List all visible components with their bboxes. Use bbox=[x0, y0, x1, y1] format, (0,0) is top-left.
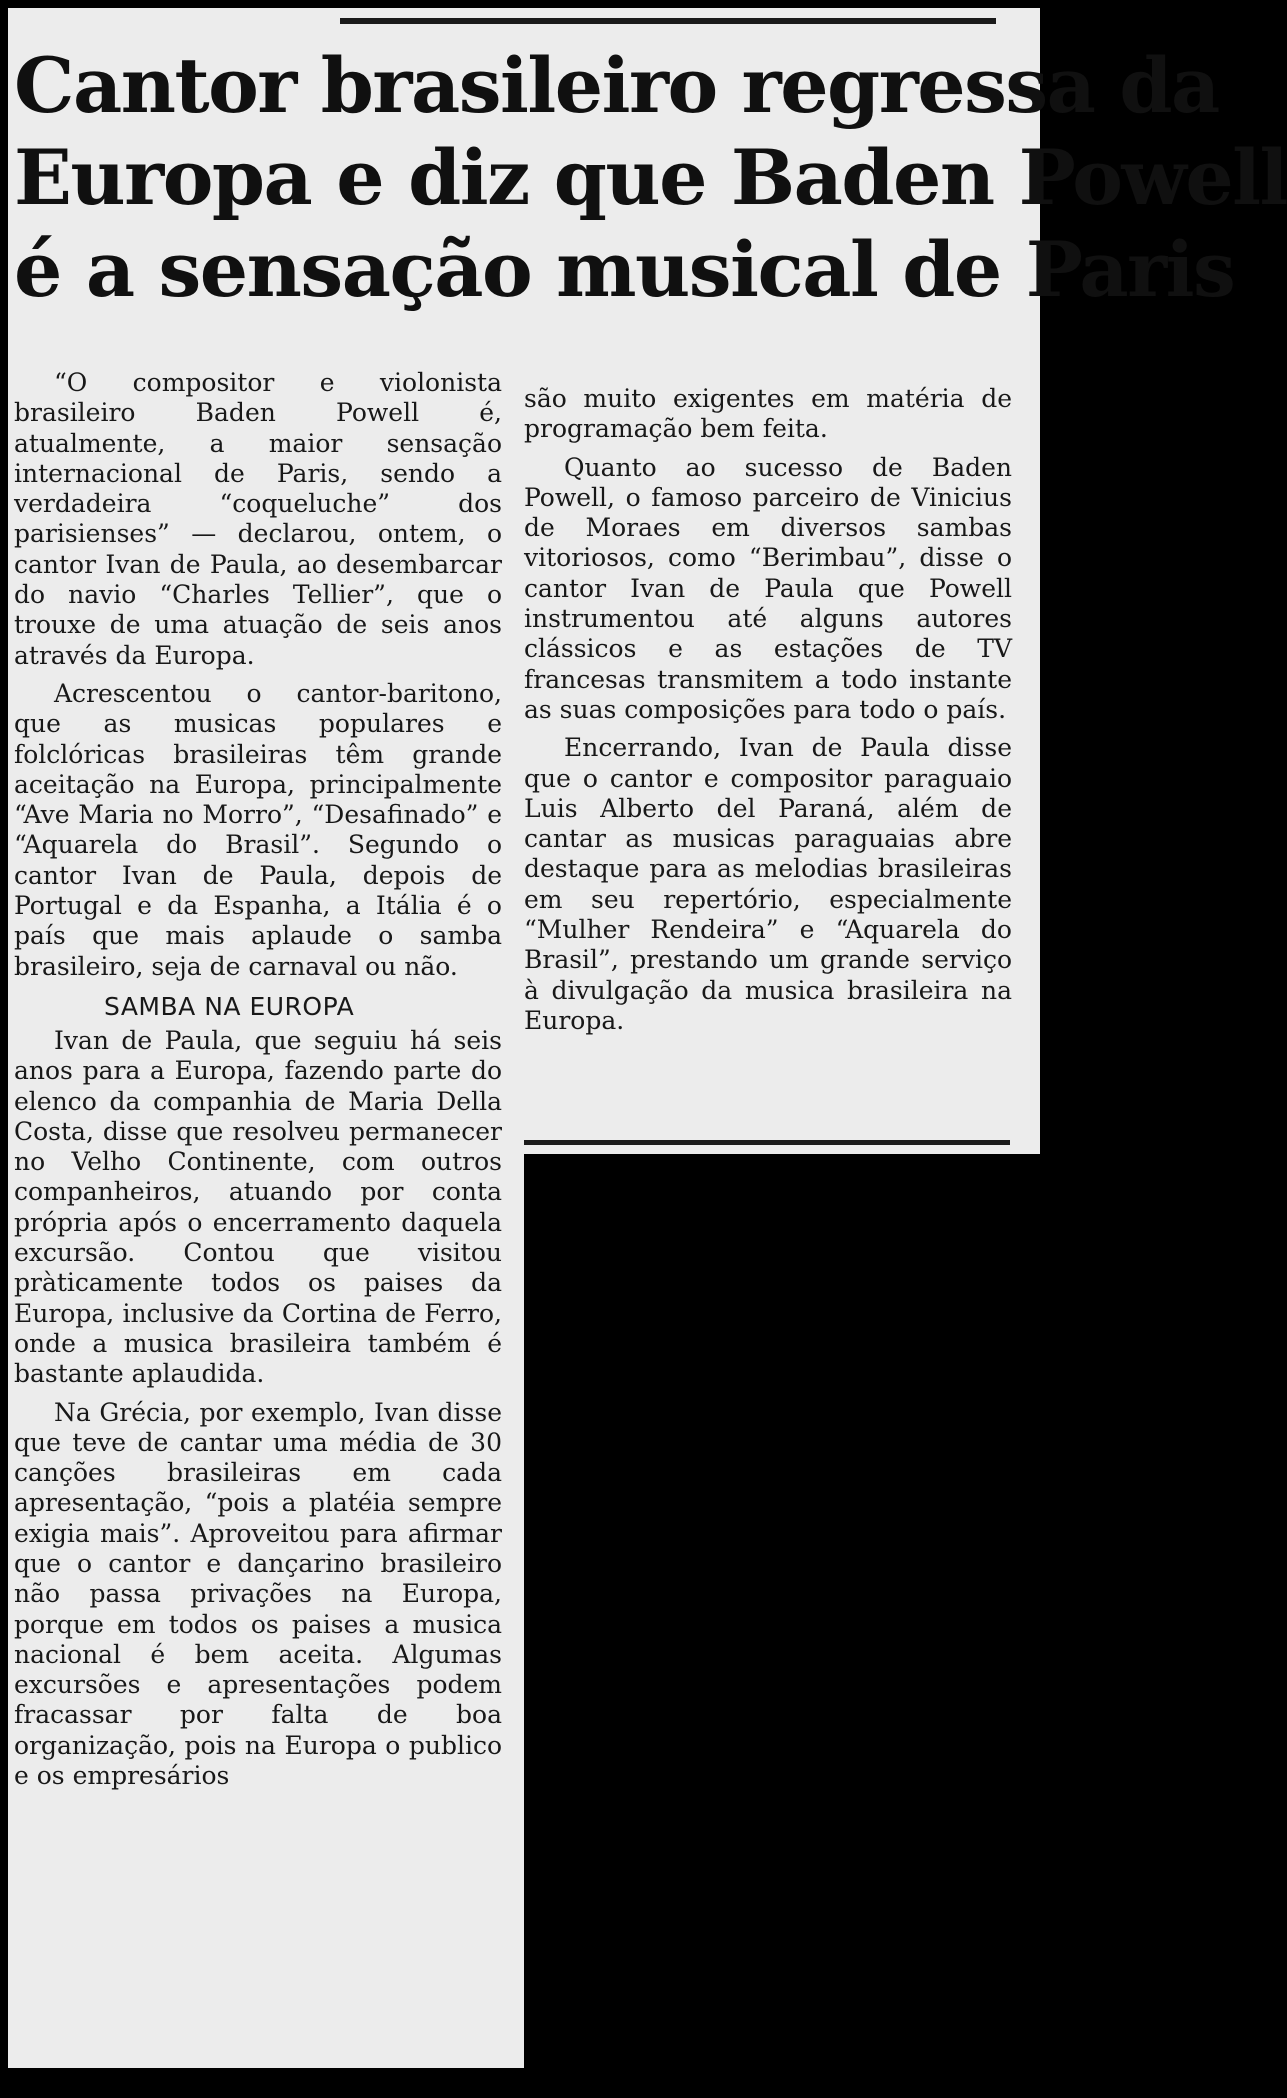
article-headline bbox=[14, 40, 1287, 316]
section-subhead: SAMBA NA EUROPA bbox=[104, 991, 355, 1021]
paragraph-left-1: “O compositor e violonista brasileiro Baden Powell é, atualmente, a maior sensação internacional de Paris, sendo a verdadeira “coqueluche” dos parisienses” — declarou, ontem, o cantor Ivan de Paula, ao desembarcar do navio “Charles Tellier”, que o trouxe de uma atuação de seis anos através da Europa. bbox=[14, 368, 502, 670]
paragraph-left-3: Ivan de Paula, que seguiu há seis anos para a Europa, fazendo parte do elenco da companhia de Maria Della Costa, disse que resolveu permanecer no Velho Continente, com outros companheiros, atuando por conta própria após o encerramento daquela excursão. Contou que visitou pràticamente todos os paises da Europa, inclusive da Cortina de Ferro, onde a musica brasileira também é bastante aplaudida. bbox=[14, 1025, 502, 1389]
article-column-left bbox=[14, 368, 502, 1799]
headline-line-1: Cantor brasileiro regressa da bbox=[14, 41, 1219, 130]
paragraph-right-1: são muito exigentes em matéria de programação bem feita. bbox=[524, 384, 1012, 444]
column-end-rule bbox=[524, 1140, 1010, 1145]
headline-line-3: é a sensação musical de Paris bbox=[14, 225, 1235, 314]
top-rule-divider bbox=[340, 18, 996, 24]
paragraph-right-3: Encerrando, Ivan de Paula disse que o cantor e compositor paraguaio Luis Alberto del Paraná, além de cantar as musicas paraguaias abre destaque para as melodias brasileiras em seu repertório, especialmente “Mulher Rendeira” e “Aquarela do Brasil”, prestando um grande serviço à divulgação da musica brasileira na Europa. bbox=[524, 733, 1012, 1035]
headline-line-2: Europa e diz que Baden Powell bbox=[14, 133, 1287, 222]
paragraph-left-2: Acrescentou o cantor-baritono, que as musicas populares e folclóricas brasileiras têm grande aceitação na Europa, principalmente “Ave Maria no Morro”, “Desafinado” e “Aquarela do Brasil”. Segundo o cantor Ivan de Paula, depois de Portugal e da Espanha, a Itália é o país que mais aplaude o samba brasileiro, seja de carnaval ou não. bbox=[14, 678, 502, 981]
paragraph-right-2: Quanto ao sucesso de Baden Powell, o famoso parceiro de Vinicius de Moraes em diversos sambas vitoriosos, como “Berimbau”, disse o cantor Ivan de Paula que Powell instrumentou até alguns autores clássicos e as estações de TV francesas transmitem a todo instante as suas composições para todo o país. bbox=[524, 452, 1012, 724]
paragraph-left-4: Na Grécia, por exemplo, Ivan disse que teve de cantar uma média de 30 canções brasileiras em cada apresentação, “pois a platéia sempre exigia mais”. Aproveitou para afirmar que o cantor e dançarino brasileiro não passa privações na Europa, porque em todos os paises a musica nacional é bem aceita. Algumas excursões e apresentações podem fracassar por falta de boa organização, pois na Europa o publico e os empresários bbox=[14, 1397, 502, 1791]
article-column-right bbox=[524, 384, 1012, 1044]
